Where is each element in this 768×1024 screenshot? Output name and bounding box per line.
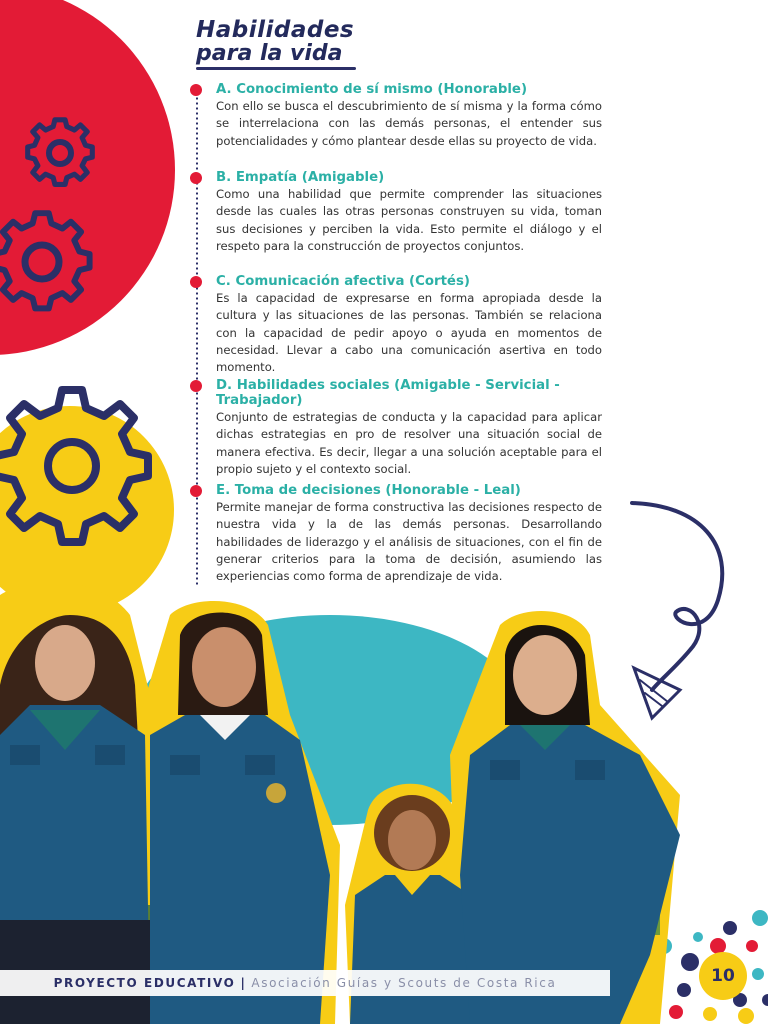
page-number: 10 [699, 952, 747, 1000]
section-heading: D. Habilidades sociales (Amigable - Servicial - Trabajador) [216, 378, 560, 408]
footer-organization: Asociación Guías y Scouts de Costa Rica [251, 976, 557, 990]
section-heading: B. Empatía (Amigable) [216, 170, 385, 185]
section-heading: C. Comunicación afectiva (Cortés) [216, 274, 470, 289]
section-e [216, 483, 602, 585]
scouts-group-photo [0, 575, 700, 1024]
section-b [216, 170, 602, 255]
dotted-timeline [196, 86, 198, 586]
footer-separator: | [240, 976, 247, 990]
footer-brand: PROYECTO EDUCATIVO [53, 976, 236, 990]
title-underline [196, 67, 356, 70]
section-body: Con ello se busca el descubrimiento de sí misma y la forma cómo se interrelaciona con las demás personas, el entender sus potencialidades y cómo plantear desde ellas su proyecto de vida. [216, 99, 602, 148]
section-body: Como una habilidad que permite comprender las situaciones desde las cuales las otras personas construyen su vida, toman sus decisiones y perciben la vida. Esto permite el diálogo y el respeto para la construcción de proyectos conjuntos. [216, 187, 602, 253]
bullet-dot [190, 380, 202, 392]
section-body: Conjunto de estrategias de conducta y la capacidad para aplicar dichas estrategias en pro de resolver una situación social de manera efectiva. Es decir, llegar a una solución aceptable para el propio sujeto y el contexto social. [216, 410, 602, 476]
bullet-dot [190, 485, 202, 497]
section-d [216, 378, 602, 478]
section-body: Es la capacidad de expresarse en forma apropiada desde la cultura y las situaciones de las personas. También se relaciona con la capacidad de pedir apoyo o ayuda en momentos de necesidad. Llevar a cabo una comunicación asertiva en todo momento. [216, 291, 602, 375]
red-circle [0, 0, 175, 355]
bullet-dot [190, 276, 202, 288]
page-title [196, 18, 356, 70]
section-a [216, 82, 602, 150]
title-line-2: para la vida [196, 41, 343, 67]
section-heading: E. Toma de decisiones (Honorable - Leal) [216, 483, 521, 498]
title-line-1: Habilidades [196, 17, 355, 43]
section-heading: A. Conocimiento de sí mismo (Honorable) [216, 82, 528, 97]
bullet-dot [190, 172, 202, 184]
section-c [216, 274, 602, 376]
bullet-dot [190, 84, 202, 96]
section-body: Permite manejar de forma constructiva las decisiones respecto de nuestra vida y la de las demás personas. Desarrollando habilidades de liderazgo y el análisis de situaciones, con el fin de generar criterios para la toma de decisión, asumiendo las experiencias como forma de aprendizaje de vida. [216, 500, 602, 584]
footer-bar [0, 970, 610, 996]
person-1 [0, 615, 150, 1024]
